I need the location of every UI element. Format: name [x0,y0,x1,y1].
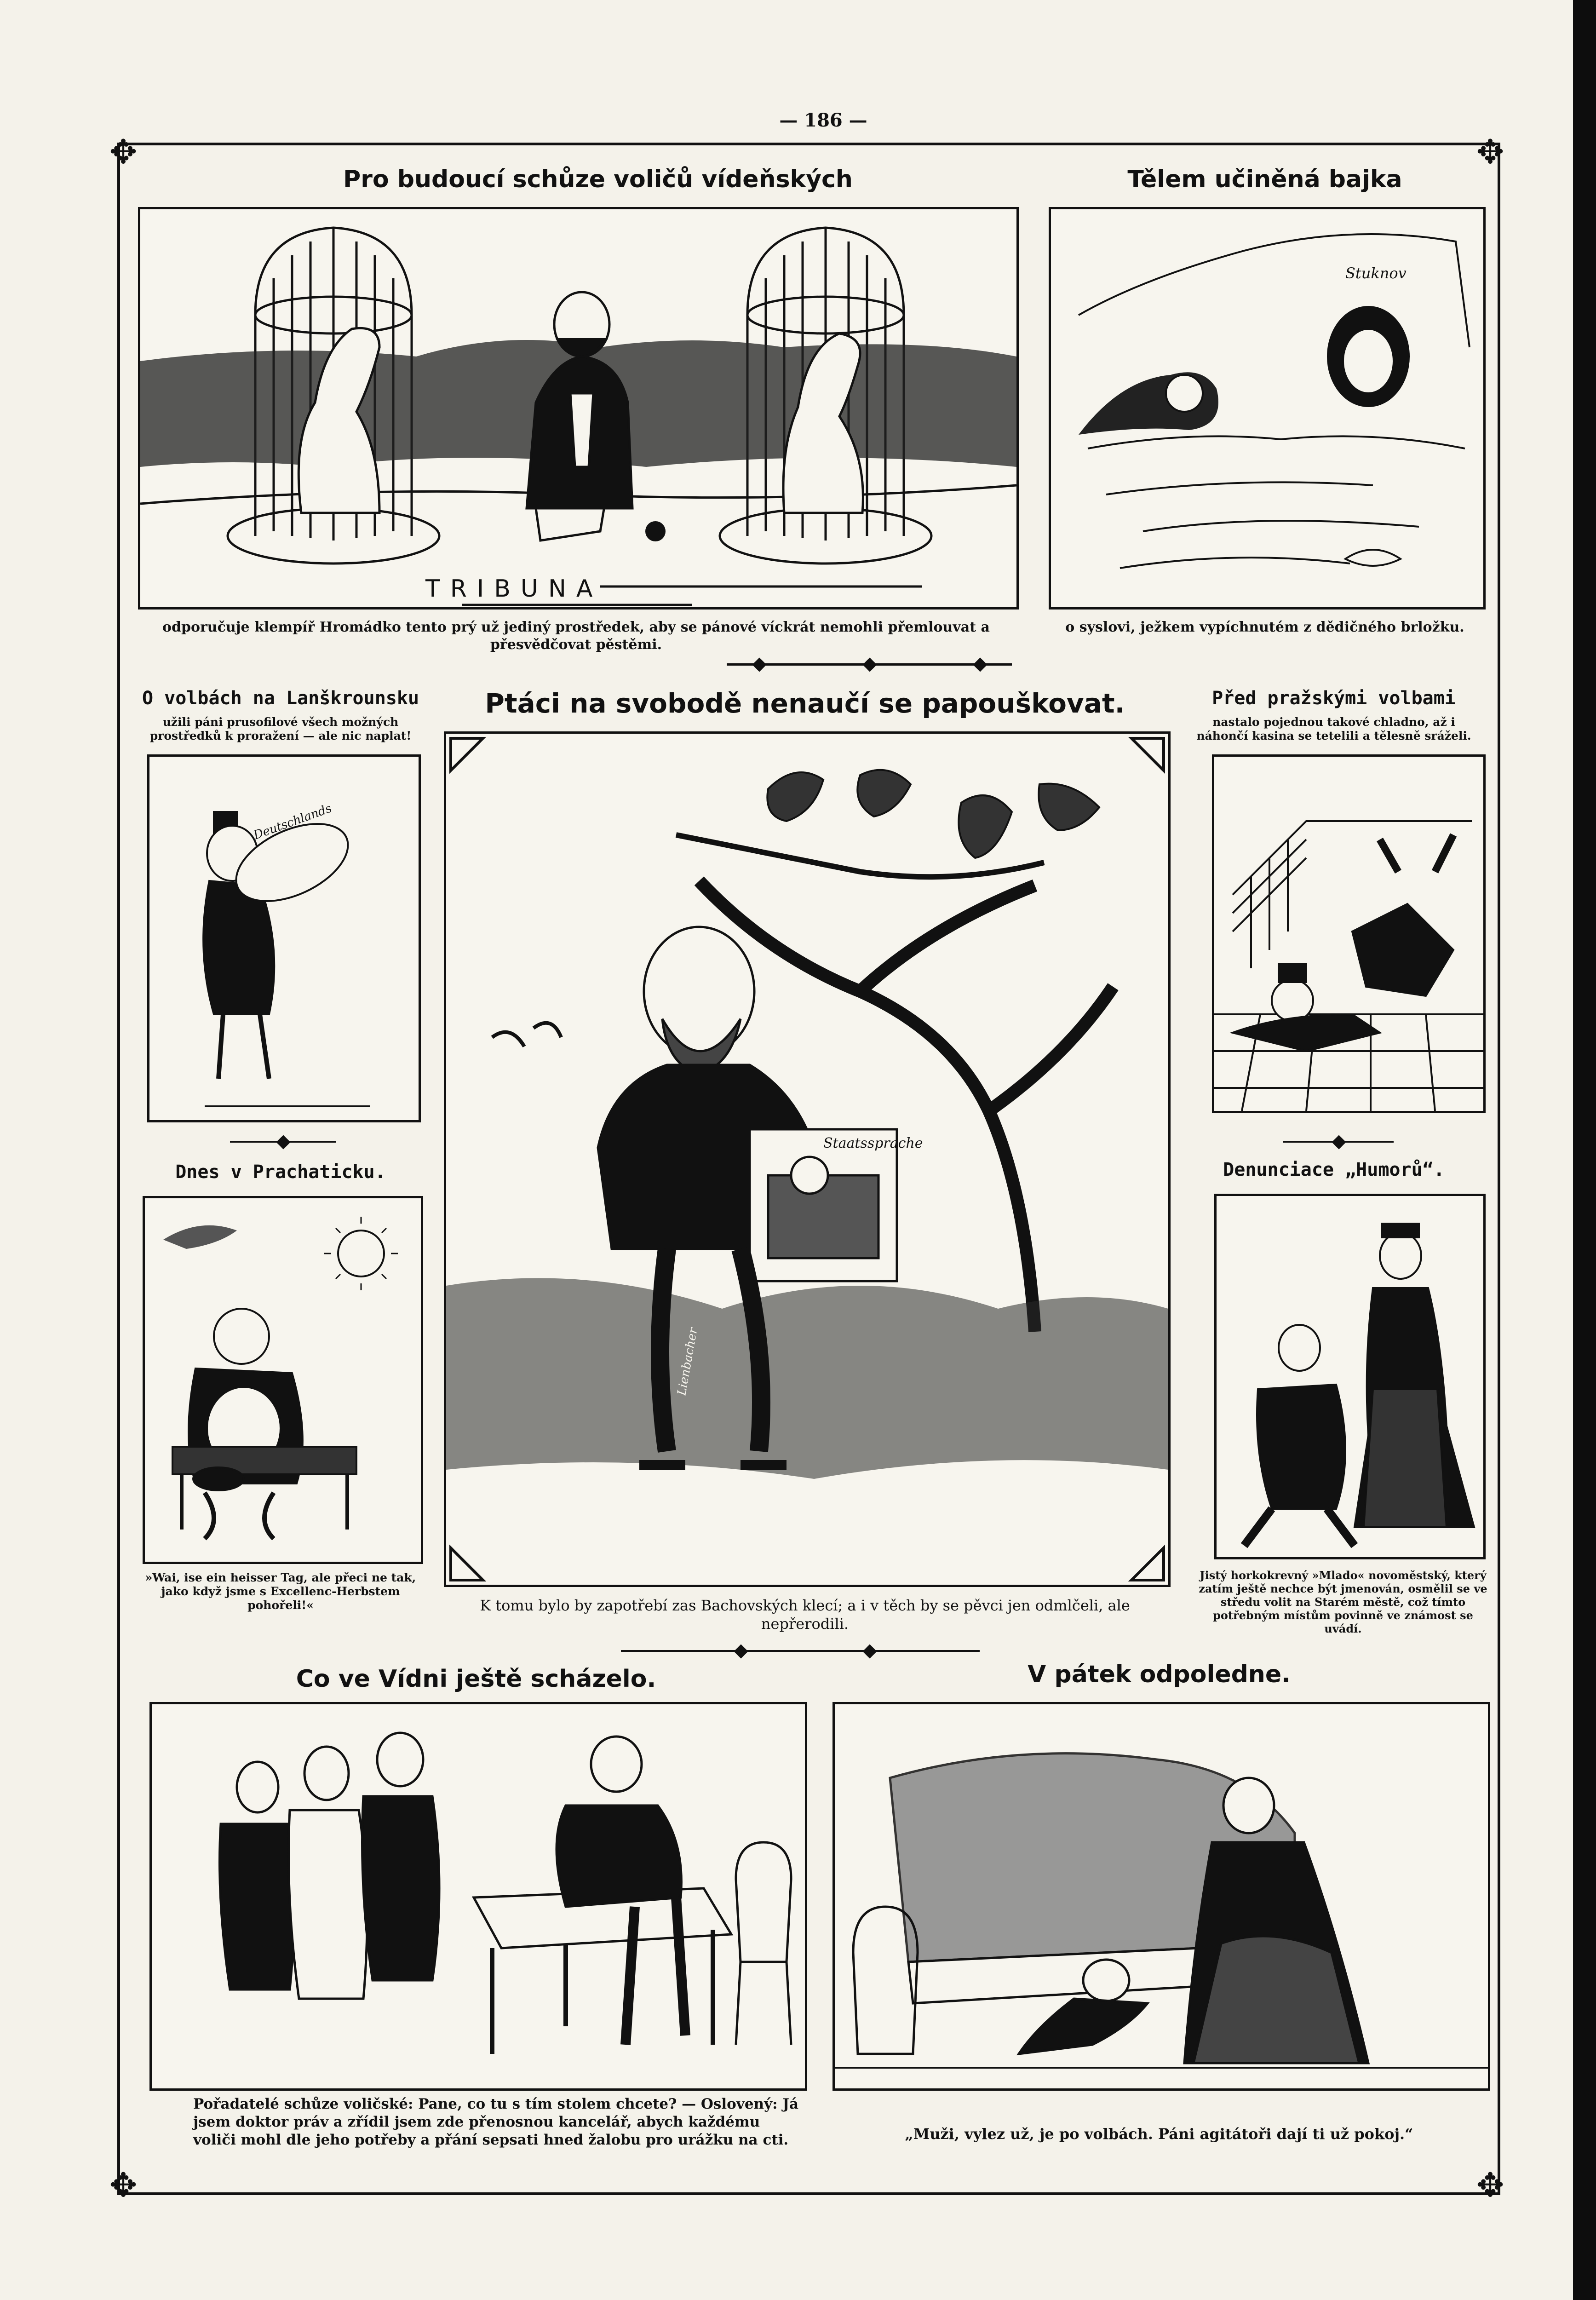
cartoon-title-prague-elections: Před pražskými volbami [1212,688,1456,709]
cartoon-panel-prague-elections [1212,754,1486,1113]
corner-ornament-icon: ✥ [109,132,138,171]
cartoon-caption-cages: odporučuje klempíř Hromádko tento prý už jediný prostředek, aby se pánové víckrát nemohli přemlouvat a přesvědčovat pěstěmi. [162,619,990,653]
cartoon-subtitle-prague-elections: nastalo pojednou takové chladno, až i náhončí kasina se tetelili a tělesně sráželi. [1196,715,1471,742]
cartoon-title-vienna-voters: Pro budoucí schůze voličů vídeňských [343,166,853,193]
cages-illustration [140,209,1016,607]
humory-illustration [1217,1196,1483,1557]
burrow-sign-stuknov: Stuknov [1345,264,1407,282]
cartoon-title-prachaticko: Dnes v Prachaticku. [175,1162,386,1183]
cartoon-panel-cages [138,207,1019,610]
parrots-illustration [446,734,1168,1585]
leg-label: Lienbacher [675,1327,700,1397]
cartoon-title-friday: V pátek odpoledne. [1028,1661,1291,1688]
cartoon-caption-prachaticko: »Wai, ise ein heisser Tag, ale přeci ne tak, jako když jsme s Excellenc-Herbstem pohořeli!« [145,1571,416,1612]
page-number: — 186 — [779,109,867,131]
corner-ornament-icon: ✥ [1476,2166,1504,2204]
divider-rule [621,1650,980,1652]
office-illustration [152,1704,805,2088]
cartoon-caption-humory: Jistý horkokrevný »Mlado« novoměstský, který zatím ještě nechce být jmenován, osmělil se ve středu volit na Starém městě, což tímto potřebným místům povinně ve známost se uvádí. [1199,1569,1487,1635]
corner-ornament-icon: ✥ [1476,132,1504,171]
lanskroun-illustration [149,757,419,1120]
cartoon-title-fable: Tělem učiněná bajka [1127,166,1402,193]
prachaticko-illustration [145,1198,421,1562]
bed-illustration [835,1704,1488,2088]
organ-label: Staatssprache [823,1135,923,1151]
cartoon-panel-vienna-missing [149,1702,807,2091]
cartoon-caption-parrots: K tomu bylo by zapotřebí zas Bachovských klecí; a i v těch by se pěvci jen odmlčeli, ale nepřerodili. [480,1597,1130,1633]
cartoon-title-vienna-missing: Co ve Vídni ještě scházelo. [296,1665,656,1693]
cartoon-caption-vienna-missing: Pořadatelé schůze voličské: Pane, co tu s tím stolem chcete? — Oslovený: Já jsem doktor práv a zřídil jsem zde přenosnou kancelář, abych každému voliči mohl dle jeho potřeby a přání sepsati hned žalobu pro urážku na cti. [193,2096,799,2148]
cartoon-panel-lanskroun [147,754,421,1122]
cartoon-subtitle-lanskroun: užili páni prusofilové všech možných prostředků k proražení — ale nic naplat! [149,715,412,742]
cartoon-title-humory: Denunciace „Humorů“. [1223,1159,1445,1180]
cartoon-panel-humory [1214,1194,1486,1559]
cartoon-caption-friday: „Muži, vylez už, je po volbách. Páni agitátoři dají ti už pokoj.“ [905,2125,1413,2143]
corner-ornament-icon: ✥ [109,2166,138,2204]
cartoon-panel-friday [832,1702,1490,2091]
bag-label: Deutschlands [252,801,334,843]
cartoon-caption-fable: o syslovi, ježkem vypíchnutém z dědičného brložku. [1065,619,1464,635]
cartoon-title-parrots: Ptáci na svobodě nenaučí se papouškovat. [485,688,1125,719]
cage-sign-tribuna: TRIBUNA [425,575,603,603]
scan-margin [1573,0,1596,2300]
stairs-illustration [1214,757,1483,1111]
cartoon-panel-prachaticko [143,1196,423,1564]
cartoon-title-lanskroun: O volbách na Lanškrounsku [142,688,419,709]
cartoon-panel-fable [1049,207,1486,610]
cartoon-panel-parrots [444,731,1171,1587]
fable-illustration [1051,209,1483,607]
